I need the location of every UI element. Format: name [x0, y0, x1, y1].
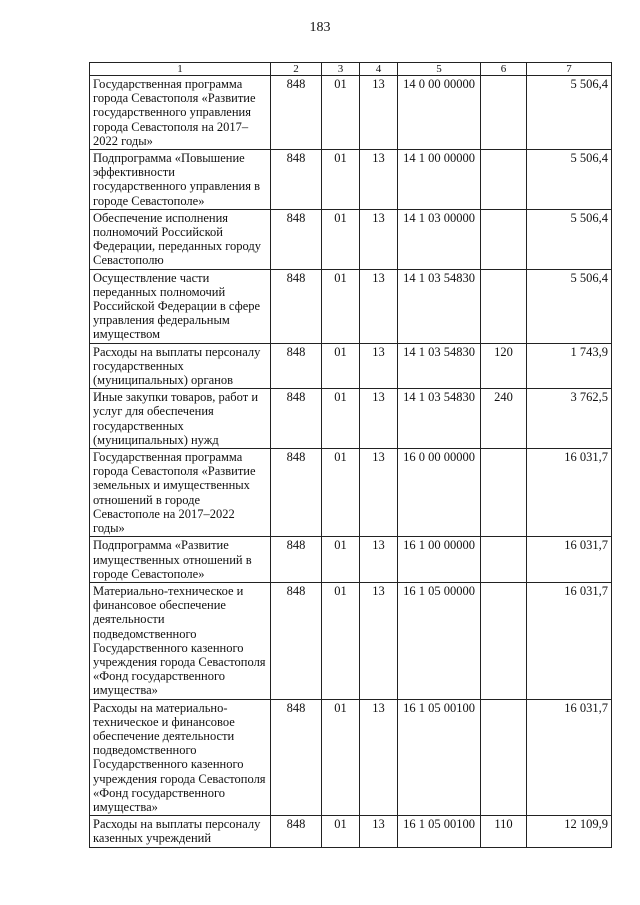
row-pr: 13 [360, 389, 398, 449]
row-rz: 01 [322, 816, 360, 847]
column-header: 1 [90, 63, 271, 76]
row-pr: 13 [360, 537, 398, 583]
row-vr [481, 537, 527, 583]
table-row [90, 537, 612, 583]
table-row [90, 76, 612, 150]
column-header: 6 [481, 63, 527, 76]
row-ved: 848 [271, 209, 322, 269]
column-header: 4 [360, 63, 398, 76]
row-csr: 16 1 05 00100 [398, 699, 481, 816]
row-amount: 5 506,4 [527, 209, 612, 269]
row-pr: 13 [360, 209, 398, 269]
row-amount: 16 031,7 [527, 537, 612, 583]
row-rz: 01 [322, 582, 360, 699]
row-pr: 13 [360, 449, 398, 537]
row-amount: 5 506,4 [527, 269, 612, 343]
row-csr: 14 1 00 00000 [398, 150, 481, 210]
row-name: Подпрограмма «Развитие имущественных отношений в городе Севастополе» [90, 537, 271, 583]
row-name: Подпрограмма «Повышение эффективности государственного управления в городе Севастополе» [90, 150, 271, 210]
row-ved: 848 [271, 449, 322, 537]
row-rz: 01 [322, 269, 360, 343]
row-ved: 848 [271, 582, 322, 699]
row-vr [481, 209, 527, 269]
column-header: 5 [398, 63, 481, 76]
row-vr [481, 449, 527, 537]
row-rz: 01 [322, 449, 360, 537]
column-header: 7 [527, 63, 612, 76]
row-pr: 13 [360, 76, 398, 150]
column-header: 3 [322, 63, 360, 76]
row-pr: 13 [360, 816, 398, 847]
row-rz: 01 [322, 343, 360, 389]
row-ved: 848 [271, 816, 322, 847]
table-row [90, 209, 612, 269]
table-row [90, 389, 612, 449]
row-ved: 848 [271, 389, 322, 449]
table-row [90, 150, 612, 210]
row-vr: 120 [481, 343, 527, 389]
row-vr [481, 269, 527, 343]
row-pr: 13 [360, 269, 398, 343]
row-csr: 16 0 00 00000 [398, 449, 481, 537]
row-amount: 5 506,4 [527, 76, 612, 150]
row-name: Материально-техническое и финансовое обеспечение деятельности подведомственного Государственного казенного учреждения города Севастополя «Фонд государственного имущества» [90, 582, 271, 699]
row-ved: 848 [271, 269, 322, 343]
row-amount: 16 031,7 [527, 582, 612, 699]
row-csr: 16 1 05 00100 [398, 816, 481, 847]
row-csr: 14 1 03 54830 [398, 269, 481, 343]
row-vr [481, 76, 527, 150]
row-ved: 848 [271, 150, 322, 210]
column-header: 2 [271, 63, 322, 76]
row-pr: 13 [360, 582, 398, 699]
row-pr: 13 [360, 343, 398, 389]
table-row [90, 269, 612, 343]
table-row [90, 343, 612, 389]
row-csr: 14 1 03 54830 [398, 389, 481, 449]
row-rz: 01 [322, 150, 360, 210]
row-ved: 848 [271, 76, 322, 150]
row-name: Обеспечение исполнения полномочий Российской Федерации, переданных городу Севастополю [90, 209, 271, 269]
budget-table [89, 62, 612, 848]
row-vr: 110 [481, 816, 527, 847]
row-rz: 01 [322, 699, 360, 816]
table-row [90, 582, 612, 699]
row-vr [481, 150, 527, 210]
row-csr: 14 0 00 00000 [398, 76, 481, 150]
row-name: Расходы на выплаты персоналу государственных (муниципальных) органов [90, 343, 271, 389]
row-name: Осуществление части переданных полномочий Российской Федерации в сфере управления федеральным имуществом [90, 269, 271, 343]
row-amount: 3 762,5 [527, 389, 612, 449]
row-vr [481, 699, 527, 816]
row-rz: 01 [322, 76, 360, 150]
row-csr: 14 1 03 54830 [398, 343, 481, 389]
row-amount: 16 031,7 [527, 449, 612, 537]
row-vr [481, 582, 527, 699]
row-name: Расходы на выплаты персоналу казенных учреждений [90, 816, 271, 847]
row-name: Иные закупки товаров, работ и услуг для обеспечения государственных (муниципальных) нужд [90, 389, 271, 449]
row-name: Расходы на материально-техническое и финансовое обеспечение деятельности подведомственного Государственного казенного учреждения города Севастополя «Фонд государственного имущества» [90, 699, 271, 816]
table-row [90, 816, 612, 847]
row-vr: 240 [481, 389, 527, 449]
table-header-row [90, 63, 612, 76]
row-ved: 848 [271, 699, 322, 816]
page-number: 183 [309, 20, 331, 35]
table-row [90, 449, 612, 537]
row-amount: 1 743,9 [527, 343, 612, 389]
table-row [90, 699, 612, 816]
row-amount: 5 506,4 [527, 150, 612, 210]
row-ved: 848 [271, 537, 322, 583]
row-rz: 01 [322, 389, 360, 449]
row-name: Государственная программа города Севастополя «Развитие государственного управления города Севастополя на 2017–2022 годы» [90, 76, 271, 150]
row-pr: 13 [360, 150, 398, 210]
row-ved: 848 [271, 343, 322, 389]
row-rz: 01 [322, 537, 360, 583]
row-csr: 16 1 05 00000 [398, 582, 481, 699]
row-rz: 01 [322, 209, 360, 269]
row-pr: 13 [360, 699, 398, 816]
row-name: Государственная программа города Севастополя «Развитие земельных и имущественных отношений в городе Севастополе на 2017–2022 годы» [90, 449, 271, 537]
row-amount: 12 109,9 [527, 816, 612, 847]
row-amount: 16 031,7 [527, 699, 612, 816]
row-csr: 16 1 00 00000 [398, 537, 481, 583]
row-csr: 14 1 03 00000 [398, 209, 481, 269]
